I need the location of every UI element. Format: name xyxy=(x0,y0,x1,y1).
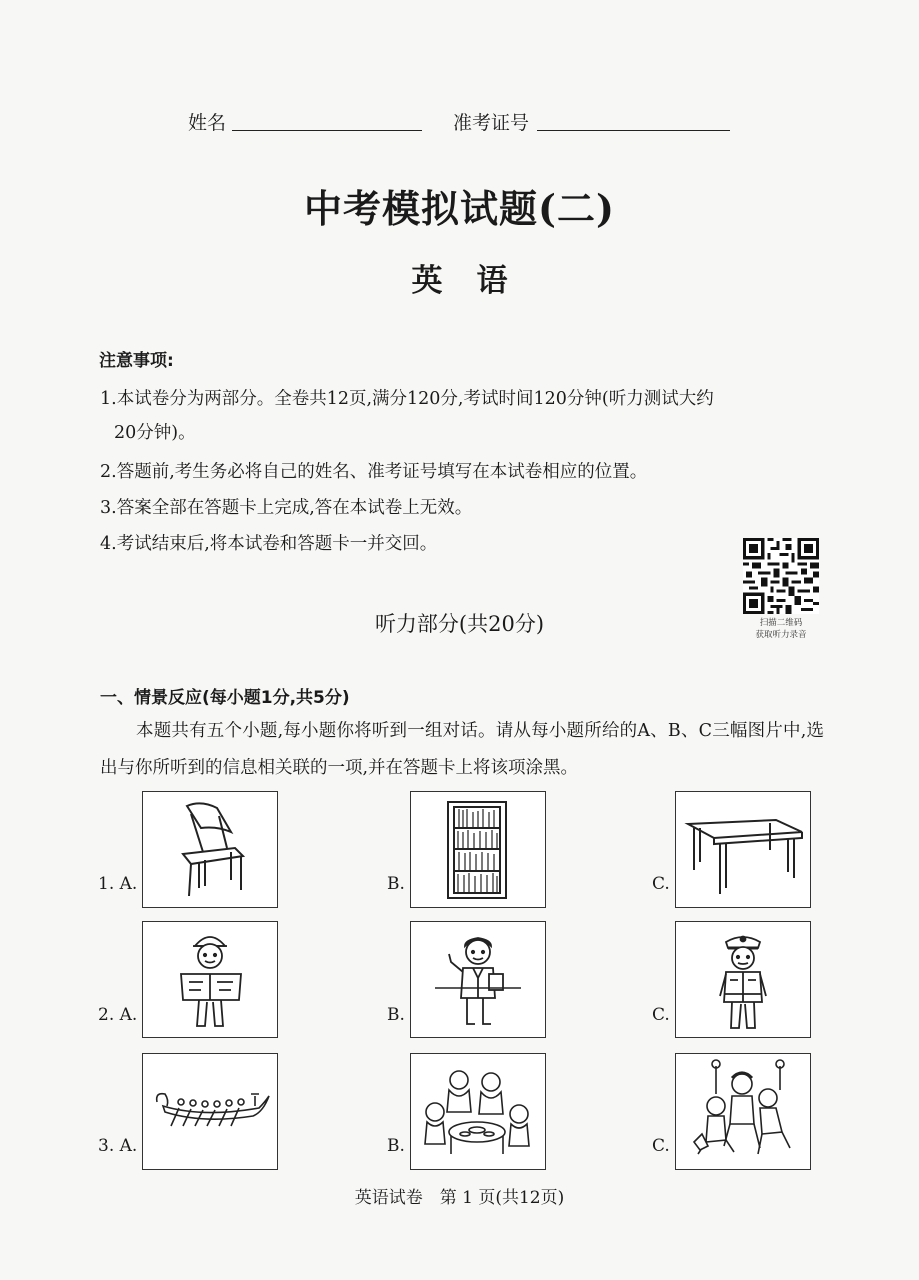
question-3-option-c-image[interactable] xyxy=(675,1053,811,1170)
question-1-option-a-image[interactable] xyxy=(142,791,278,908)
question-3-option-a-label: 3. A. xyxy=(98,1136,138,1156)
note-item-1 xyxy=(100,382,830,450)
question-2-option-a-image[interactable] xyxy=(142,921,278,1038)
question-2-option-a-label: 2. A. xyxy=(98,1005,138,1025)
question-3-option-b-label: B. xyxy=(387,1136,405,1156)
candidate-info-line xyxy=(0,108,919,138)
note-item-4: 4.考试结束后,将本试卷和答题卡一并交回。 xyxy=(100,534,438,554)
page-title: 中考模拟试题(二) xyxy=(304,186,615,231)
qr-caption-line-1: 扫描二维码 xyxy=(759,618,803,628)
question-1-option-b-label: B. xyxy=(387,874,405,894)
listening-section-title: 听力部分(共20分) xyxy=(374,612,545,636)
chair-icon xyxy=(143,792,277,907)
table-icon xyxy=(676,792,810,907)
question-2-option-c-label: C. xyxy=(652,1005,670,1025)
page-footer: 英语试卷 第 1 页(共12页) xyxy=(354,1188,565,1208)
question-2-option-c-image[interactable] xyxy=(675,921,811,1038)
exam-id-label: 准考证号 xyxy=(453,112,530,134)
question-3-option-a-image[interactable] xyxy=(142,1053,278,1170)
question-1-option-c-image[interactable] xyxy=(675,791,811,908)
section-1-title: 一、情景反应(每小题1分,共5分) xyxy=(100,688,350,708)
policeman-icon xyxy=(676,922,810,1037)
qr-caption-line-2: 获取听力录音 xyxy=(755,630,807,640)
note-item-1-line-1: 1.本试卷分为两部分。全卷共12页,满分120分,考试时间120分钟(听力测试大约 xyxy=(100,389,714,409)
bookshelf-icon xyxy=(411,792,545,907)
question-1-option-a-label: 1. A. xyxy=(98,874,138,894)
note-item-2: 2.答题前,考生务必将自己的姓名、准考证号填写在本试卷相应的位置。 xyxy=(100,462,648,482)
section-1-instruction: 本题共有五个小题,每小题你将听到一组对话。请从每小题所给的A、B、C三幅图片中,选出与你所听到的信息相关联的一项,并在答题卡上将该项涂黑。 xyxy=(100,721,824,778)
question-2-option-b-image[interactable] xyxy=(410,921,546,1038)
qr-code-icon[interactable] xyxy=(743,538,819,614)
question-3-option-c-label: C. xyxy=(652,1136,670,1156)
engineer-icon xyxy=(143,922,277,1037)
question-1-option-b-image[interactable] xyxy=(410,791,546,908)
name-label: 姓名 xyxy=(188,112,227,134)
subject-title: 英语 xyxy=(411,263,542,299)
name-blank[interactable] xyxy=(232,130,422,131)
exam-id-blank[interactable] xyxy=(537,130,730,131)
note-item-3: 3.答案全部在答题卡上完成,答在本试卷上无效。 xyxy=(100,498,473,518)
dragon-boat-icon xyxy=(143,1054,277,1169)
question-2-option-b-label: B. xyxy=(387,1005,405,1025)
lantern-festival-icon xyxy=(676,1054,810,1169)
family-dinner-icon xyxy=(411,1054,545,1169)
teacher-icon xyxy=(411,922,545,1037)
question-1-option-c-label: C. xyxy=(652,874,670,894)
notes-title: 注意事项: xyxy=(99,351,174,371)
note-item-1-line-2: 20分钟)。 xyxy=(114,423,196,443)
question-3-option-b-image[interactable] xyxy=(410,1053,546,1170)
